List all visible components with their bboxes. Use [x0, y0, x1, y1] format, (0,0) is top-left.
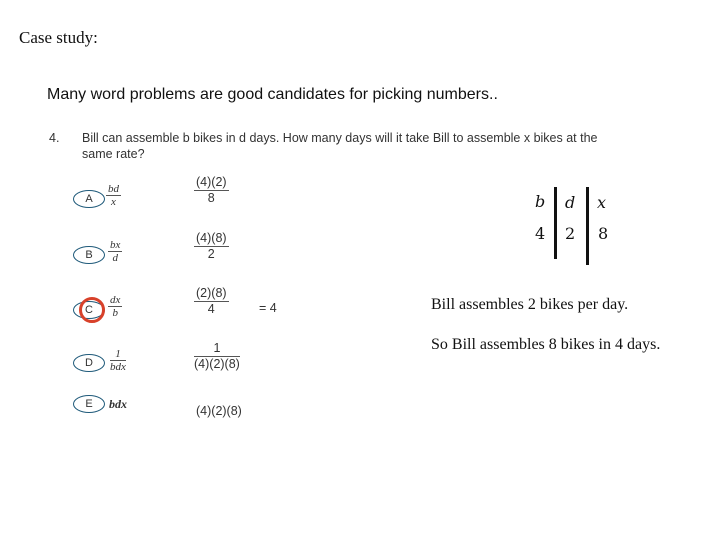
choice-a-val-den: 8: [207, 191, 215, 205]
choice-c-result: = 4: [259, 301, 277, 315]
choice-b-expression: [108, 239, 122, 265]
choice-a-expr-den: x: [111, 196, 116, 208]
choice-d-expression: [110, 348, 126, 374]
choice-d-val-den: (4)(2)(8): [194, 357, 240, 371]
choice-b-val-num: (4)(8): [196, 231, 227, 245]
choice-a-expression: [106, 183, 121, 209]
choice-c-expr-den: b: [112, 307, 118, 319]
choice-e-value: (4)(2)(8): [196, 404, 242, 418]
question-number: 4.: [49, 131, 60, 145]
table-value-d: 2: [565, 224, 576, 243]
choice-a-expr-num: bd: [108, 183, 119, 195]
table-header-b: b: [535, 192, 546, 211]
choice-c-expression: [108, 294, 122, 320]
choice-c-val-num: (2)(8): [196, 286, 227, 300]
choice-d-expr-den: bdx: [110, 361, 126, 373]
choice-c-val-den: 4: [207, 302, 215, 316]
choice-a-letter[interactable]: A: [73, 190, 105, 208]
choice-c-letter[interactable]: C: [73, 301, 105, 319]
choice-e-expression: bdx: [109, 397, 127, 411]
question-text-line2: same rate?: [82, 147, 145, 161]
table-header-d: d: [565, 193, 576, 212]
choice-e-letter[interactable]: E: [73, 395, 105, 413]
explanation-line1: Bill assembles 2 bikes per day.: [431, 296, 629, 313]
choice-a-val-num: (4)(2): [196, 175, 227, 189]
selected-answer-circle: [79, 297, 105, 323]
choice-b-expr-den: d: [112, 252, 118, 264]
choice-c-value: [194, 286, 229, 317]
table-header-x: x: [597, 193, 607, 212]
choice-d-val-num: 1: [194, 341, 240, 357]
subtitle: Many word problems are good candidates for picking numbers..: [47, 86, 498, 103]
choice-b-val-den: 2: [207, 247, 215, 261]
choice-b-letter[interactable]: B: [73, 246, 105, 264]
choice-b-value: [194, 231, 229, 262]
table-value-b: 4: [535, 224, 546, 243]
choice-c-expr-num: dx: [110, 294, 121, 306]
choice-b-expr-num: bx: [110, 239, 121, 251]
choice-d-expr-num: 1: [110, 348, 126, 361]
question-text-line1: Bill can assemble b bikes in d days. How many days will it take Bill to assemble x bikes at the: [82, 131, 598, 145]
table-divider-1: [554, 187, 557, 259]
case-study-title: Case study:: [19, 28, 98, 47]
choice-a-value: [194, 175, 229, 206]
choice-d-letter[interactable]: D: [73, 354, 105, 372]
table-divider-2: [586, 187, 589, 265]
choice-d-value: [194, 341, 240, 372]
explanation-line2: So Bill assembles 8 bikes in 4 days.: [431, 336, 661, 353]
table-value-x: 8: [598, 224, 609, 243]
